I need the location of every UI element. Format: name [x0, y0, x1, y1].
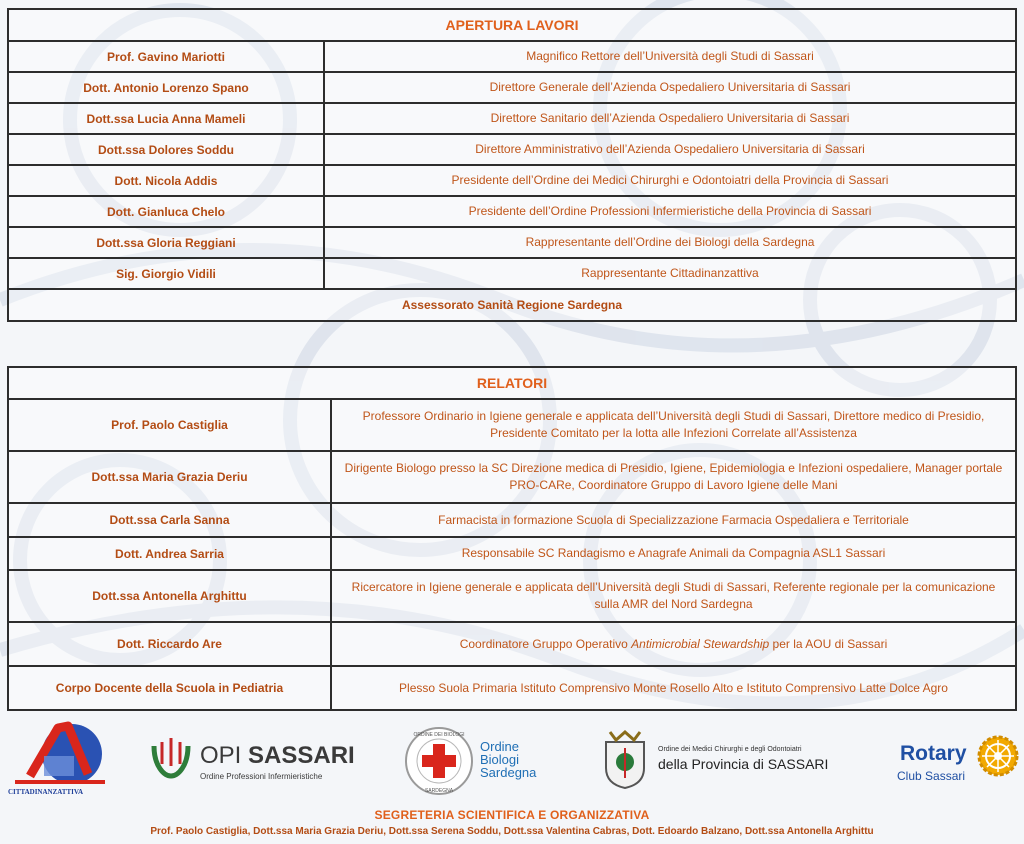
speaker-name: Prof. Gavino Mariotti: [8, 41, 324, 72]
segreteria-names: Prof. Paolo Castiglia, Dott.ssa Maria Grazia Deriu, Dott.ssa Serena Soddu, Dott.ssa Valentina Cabras, Dott. Edoardo Balzano, Dott.ssa Antonella Arghittu: [150, 826, 874, 837]
speaker-role: Rappresentante dell’Ordine dei Biologi della Sardegna: [324, 227, 1016, 258]
svg-text:ORDINE DEI BIOLOGI: ORDINE DEI BIOLOGI: [413, 732, 465, 738]
speaker-role: Coordinatore Gruppo Operativo Antimicrobial Stewardship per la AOU di Sassari: [331, 622, 1016, 666]
speaker-role: Rappresentante Cittadinanzattiva: [324, 258, 1016, 289]
rotary-subtitle: Club Sassari: [897, 769, 966, 783]
speaker-role: Magnifico Rettore dell’Università degli Studi di Sassari: [324, 41, 1016, 72]
speaker-role: Direttore Amministrativo dell’Azienda Ospedaliero Universitaria di Sassari: [324, 134, 1016, 165]
opi-subtitle: Ordine Professioni Infermieristiche: [200, 772, 323, 781]
biologi-text: Ordine Biologi Sardegna: [480, 739, 537, 780]
speaker-name: Dott.ssa Maria Grazia Deriu: [8, 451, 331, 503]
apertura-lavori-table: [7, 8, 1017, 322]
speaker-name: Dott.ssa Carla Sanna: [8, 503, 331, 537]
speaker-role: Plesso Suola Primaria Istituto Comprensivo Monte Rosello Alto e Istituto Comprensivo Latte Dolce Agro: [331, 666, 1016, 710]
apertura-footer: Assessorato Sanità Regione Sardegna: [8, 289, 1016, 321]
speaker-name: Dott.ssa Antonella Arghittu: [8, 570, 331, 622]
svg-text:SARDEGNA: SARDEGNA: [424, 788, 454, 794]
biologi-seal-icon: [404, 726, 474, 796]
omceo-subtitle: Ordine dei Medici Chirurghi e degli Odontoiatri: [658, 746, 802, 753]
opi-hands-icon: [150, 736, 192, 780]
speaker-name: Sig. Giorgio Vidili: [8, 258, 324, 289]
segreteria-title: SEGRETERIA SCIENTIFICA E ORGANIZZATIVA: [374, 808, 650, 822]
omceo-crest-icon: [598, 728, 652, 790]
cittadinanzattiva-logo-icon: [10, 716, 110, 788]
rotary-wheel-icon: [976, 734, 1020, 778]
speaker-name: Dott.ssa Dolores Soddu: [8, 134, 324, 165]
speaker-name: Prof. Paolo Castiglia: [8, 399, 331, 451]
speaker-role: Farmacista in formazione Scuola di Specializzazione Farmacia Ospedaliera e Territoriale: [331, 503, 1016, 537]
speaker-role: Professore Ordinario in Igiene generale e applicata dell’Università degli Studi di Sassari, Direttore medico di Presidio, Presidente Comitato per la lotta alle Infezioni Correlate all’Assistenza: [331, 399, 1016, 451]
rotary-title: Rotary: [900, 742, 967, 765]
speaker-name: Corpo Docente della Scuola in Pediatria: [8, 666, 331, 710]
speaker-name: Dott. Gianluca Chelo: [8, 196, 324, 227]
speaker-name: Dott.ssa Lucia Anna Mameli: [8, 103, 324, 134]
opi-title: OPI SASSARI: [200, 742, 355, 769]
apertura-title: APERTURA LAVORI: [8, 9, 1016, 41]
omceo-title: della Provincia di SASSARI: [658, 756, 829, 772]
sponsor-logos: [0, 712, 1024, 802]
speaker-name: Dott. Riccardo Are: [8, 622, 331, 666]
speaker-role: Dirigente Biologo presso la SC Direzione medica di Presidio, Igiene, Epidemiologia e Infezioni ospedaliere, Manager portale PRO-CARe, Coordinatore Gruppo di Lavoro Igiene delle Mani: [331, 451, 1016, 503]
speaker-role: Responsabile SC Randagismo e Anagrafe Animali da Compagnia ASL1 Sassari: [331, 537, 1016, 570]
cittadinanzattiva-text: CITTADINANZATTIVA: [8, 788, 84, 796]
speaker-role: Presidente dell’Ordine Professioni Infermieristiche della Provincia di Sassari: [324, 196, 1016, 227]
speaker-name: Dott.ssa Gloria Reggiani: [8, 227, 324, 258]
speaker-role: Presidente dell’Ordine dei Medici Chirurghi e Odontoiatri della Provincia di Sassari: [324, 165, 1016, 196]
speaker-role: Ricercatore in Igiene generale e applicata dell’Università degli Studi di Sassari, Referente regionale per la comunicazione sulla AMR del Nord Sardegna: [331, 570, 1016, 622]
relatori-table: [7, 366, 1017, 711]
speaker-name: Dott. Nicola Addis: [8, 165, 324, 196]
speaker-role: Direttore Generale dell’Azienda Ospedaliero Universitaria di Sassari: [324, 72, 1016, 103]
speaker-name: Dott. Andrea Sarria: [8, 537, 331, 570]
speaker-role: Direttore Sanitario dell’Azienda Ospedaliero Universitaria di Sassari: [324, 103, 1016, 134]
speaker-name: Dott. Antonio Lorenzo Spano: [8, 72, 324, 103]
relatori-title: RELATORI: [8, 367, 1016, 399]
